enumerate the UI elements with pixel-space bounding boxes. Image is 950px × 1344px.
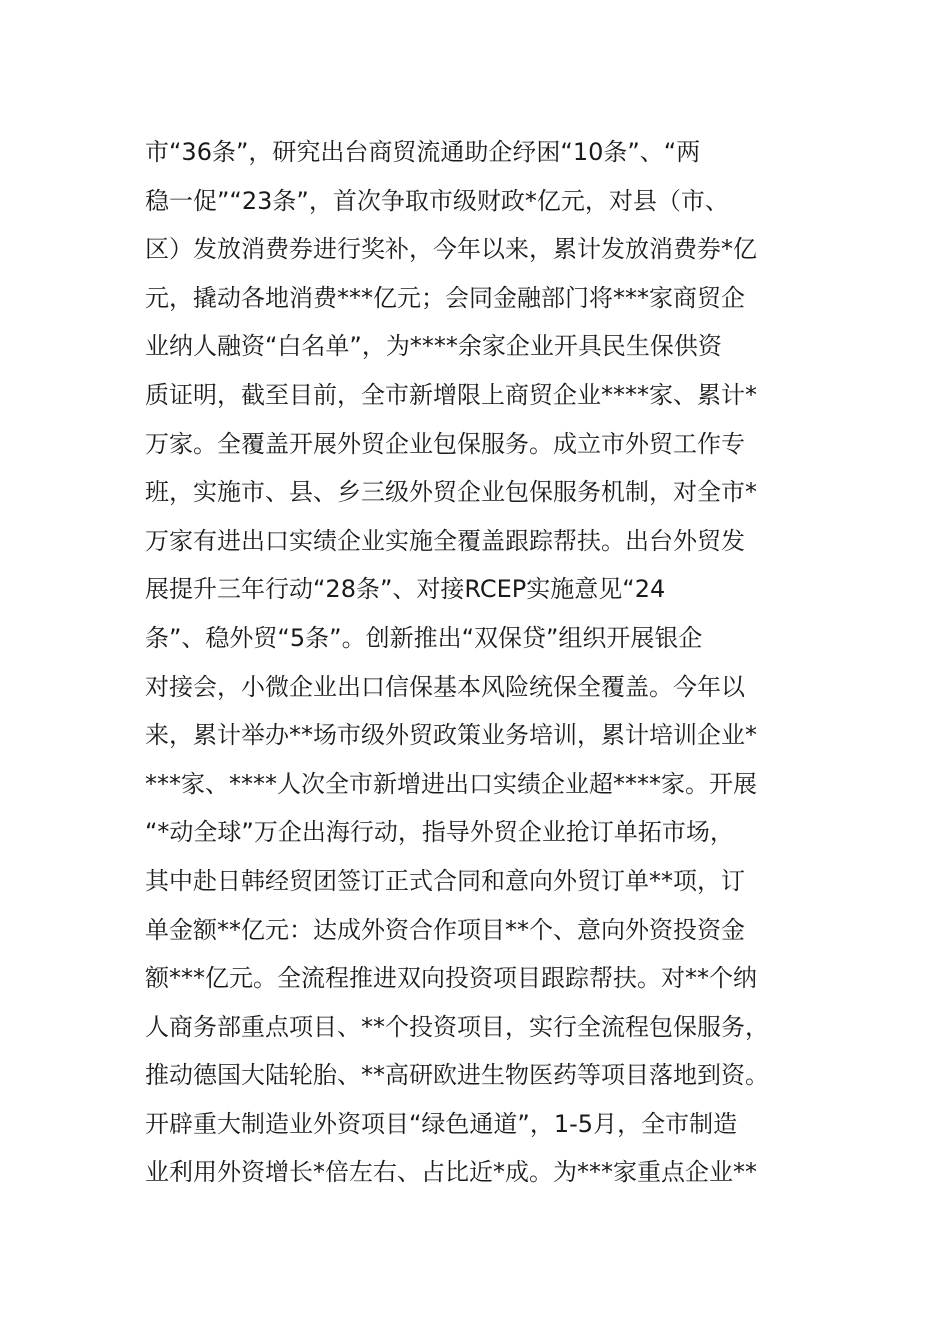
text-line: 额***亿元。全流程推进双向投资项目跟踪帮扶。对**个纳 — [145, 964, 757, 993]
text-line: 单金额**亿元：达成外资合作项目**个、意向外资投资金 — [145, 915, 745, 944]
text-line: 稳一促”“23条”，首次争取市级财政*亿元，对县（市、 — [145, 186, 729, 215]
text-line: 对接会，小微企业出口信保基本风险统保全覆盖。今年以 — [145, 672, 745, 701]
body-text — [145, 128, 845, 1197]
text-line: 来，累计举办**场市级外贸政策业务培训，累计培训企业* — [145, 721, 757, 750]
text-line: 其中赴日韩经贸团签订正式合同和意向外贸订单**项，订 — [145, 866, 745, 895]
text-line: 元，撬动各地消费***亿元；会同金融部门将***家商贸企 — [145, 283, 745, 312]
text-line: ***家、****人次全市新增进出口实绩企业超****家。开展 — [145, 769, 757, 798]
text-line: 区）发放消费券进行奖补，今年以来，累计发放消费券*亿 — [145, 235, 757, 264]
text-line: 万家有进出口实绩企业实施全覆盖跟踪帮扶。出台外贸发 — [145, 526, 745, 555]
text-line: 万家。全覆盖开展外贸企业包保服务。成立市外贸工作专 — [145, 429, 745, 458]
text-line: 市“36条”，研究出台商贸流通助企纾困“10条”、“两 — [145, 138, 701, 166]
text-line: 班，实施市、县、乡三级外贸企业包保服务机制，对全市* — [145, 478, 757, 507]
text-line: 开辟重大制造业外资项目“绿色通道”，1-5月，全市制造 — [145, 1109, 738, 1138]
text-line: 推动德国大陆轮胎、**高研欧进生物医药等项目落地到资。 — [145, 1061, 769, 1090]
text-line: 质证明，截至目前，全市新增限上商贸企业****家、累计* — [145, 380, 757, 409]
text-line: 业利用外资增长*倍左右、占比近*成。为***家重点企业** — [145, 1158, 757, 1187]
text-line: 条”、稳外贸“5条”。创新推出“双保贷”组织开展银企 — [145, 623, 703, 652]
text-line: 人商务部重点项目、**个投资项目，实行全流程包保服务， — [145, 1012, 769, 1041]
text-line: 展提升三年行动“28条”、对接RCEP实施意见“24 — [145, 575, 666, 604]
text-line: “*动全球”万企出海行动，指导外贸企业抢订单拓市场， — [145, 818, 734, 847]
text-line: 业纳人融资“白名单”，为****余家企业开具民生保供资 — [145, 332, 722, 361]
